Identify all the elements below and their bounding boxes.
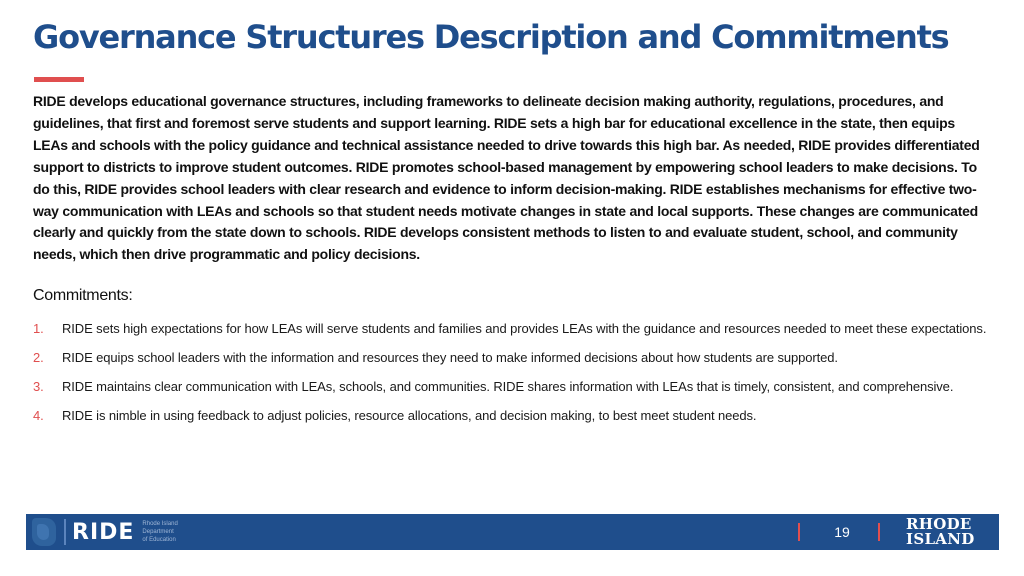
logo-subtext-line: Department	[142, 529, 174, 535]
intro-paragraph: RIDE develops educational governance structures, including frameworks to delineate decision making authority, regulations, procedures, and guidelines, that first and foremost serve students and support learning. RIDE sets a high bar for educational excellence in the state, then equips LEAs and schools with the policy guidance and technical assistance needed to drive towards this high bar. As needed, RIDE provides differentiated support to districts to improve student outcomes. RIDE promotes school-based management by empowering school leaders to make decisions. To do this, RIDE provides school leaders with clear research and evidence to inform decision-making. RIDE establishes mechanisms for effective two-way communication with LEAs and schools so that student needs motivate changes in state and local supports. These changes are communicated clearly and quickly from the state down to schools. RIDE develops consistent methods to listen to and evaluate student, school, and community needs, which then drive programmatic and policy decisions.	[33, 93, 980, 263]
commitment-text: RIDE maintains clear communication with LEAs, schools, and communities. RIDE shares information with LEAs that is timely, consistent, and comprehensive.	[62, 379, 954, 394]
logo-subtext-line: of Education	[142, 537, 176, 543]
page-number: 19	[834, 524, 850, 540]
commitment-number: 4.	[33, 408, 44, 423]
commitment-item	[33, 405, 993, 427]
footer-separator	[798, 523, 800, 541]
page-title: Governance Structures Description and Commitments	[33, 18, 949, 56]
ride-logo	[32, 518, 178, 546]
ride-logo-text: RIDE	[72, 519, 135, 545]
commitments-heading: Commitments:	[33, 287, 133, 304]
commitment-item	[33, 376, 993, 398]
logo-divider	[64, 519, 66, 545]
commitment-number: 3.	[33, 379, 44, 394]
commitments-list	[33, 318, 993, 434]
commitment-number: 1.	[33, 321, 44, 336]
rhode-island-brand	[906, 517, 975, 547]
commitment-text: RIDE is nimble in using feedback to adjust policies, resource allocations, and decision making, to best meet student needs.	[62, 408, 757, 423]
commitment-item	[33, 347, 993, 369]
title-accent-bar	[34, 77, 84, 82]
commitment-text: RIDE equips school leaders with the information and resources they need to make informed decisions about how students are supported.	[62, 350, 838, 365]
rhode-island-state-icon	[32, 518, 56, 546]
commitment-number: 2.	[33, 350, 44, 365]
brand-line: ISLAND	[906, 530, 975, 548]
commitment-item	[33, 318, 993, 340]
footer-bar	[26, 514, 999, 550]
commitment-text: RIDE sets high expectations for how LEAs will serve students and families and provides LEAs with the guidance and resources needed to meet these expectations.	[62, 321, 987, 336]
logo-subtext-line: Rhode Island	[142, 521, 178, 527]
ride-logo-subtext	[142, 520, 177, 544]
footer-separator	[878, 523, 880, 541]
brand-line: RHODE	[906, 515, 972, 533]
